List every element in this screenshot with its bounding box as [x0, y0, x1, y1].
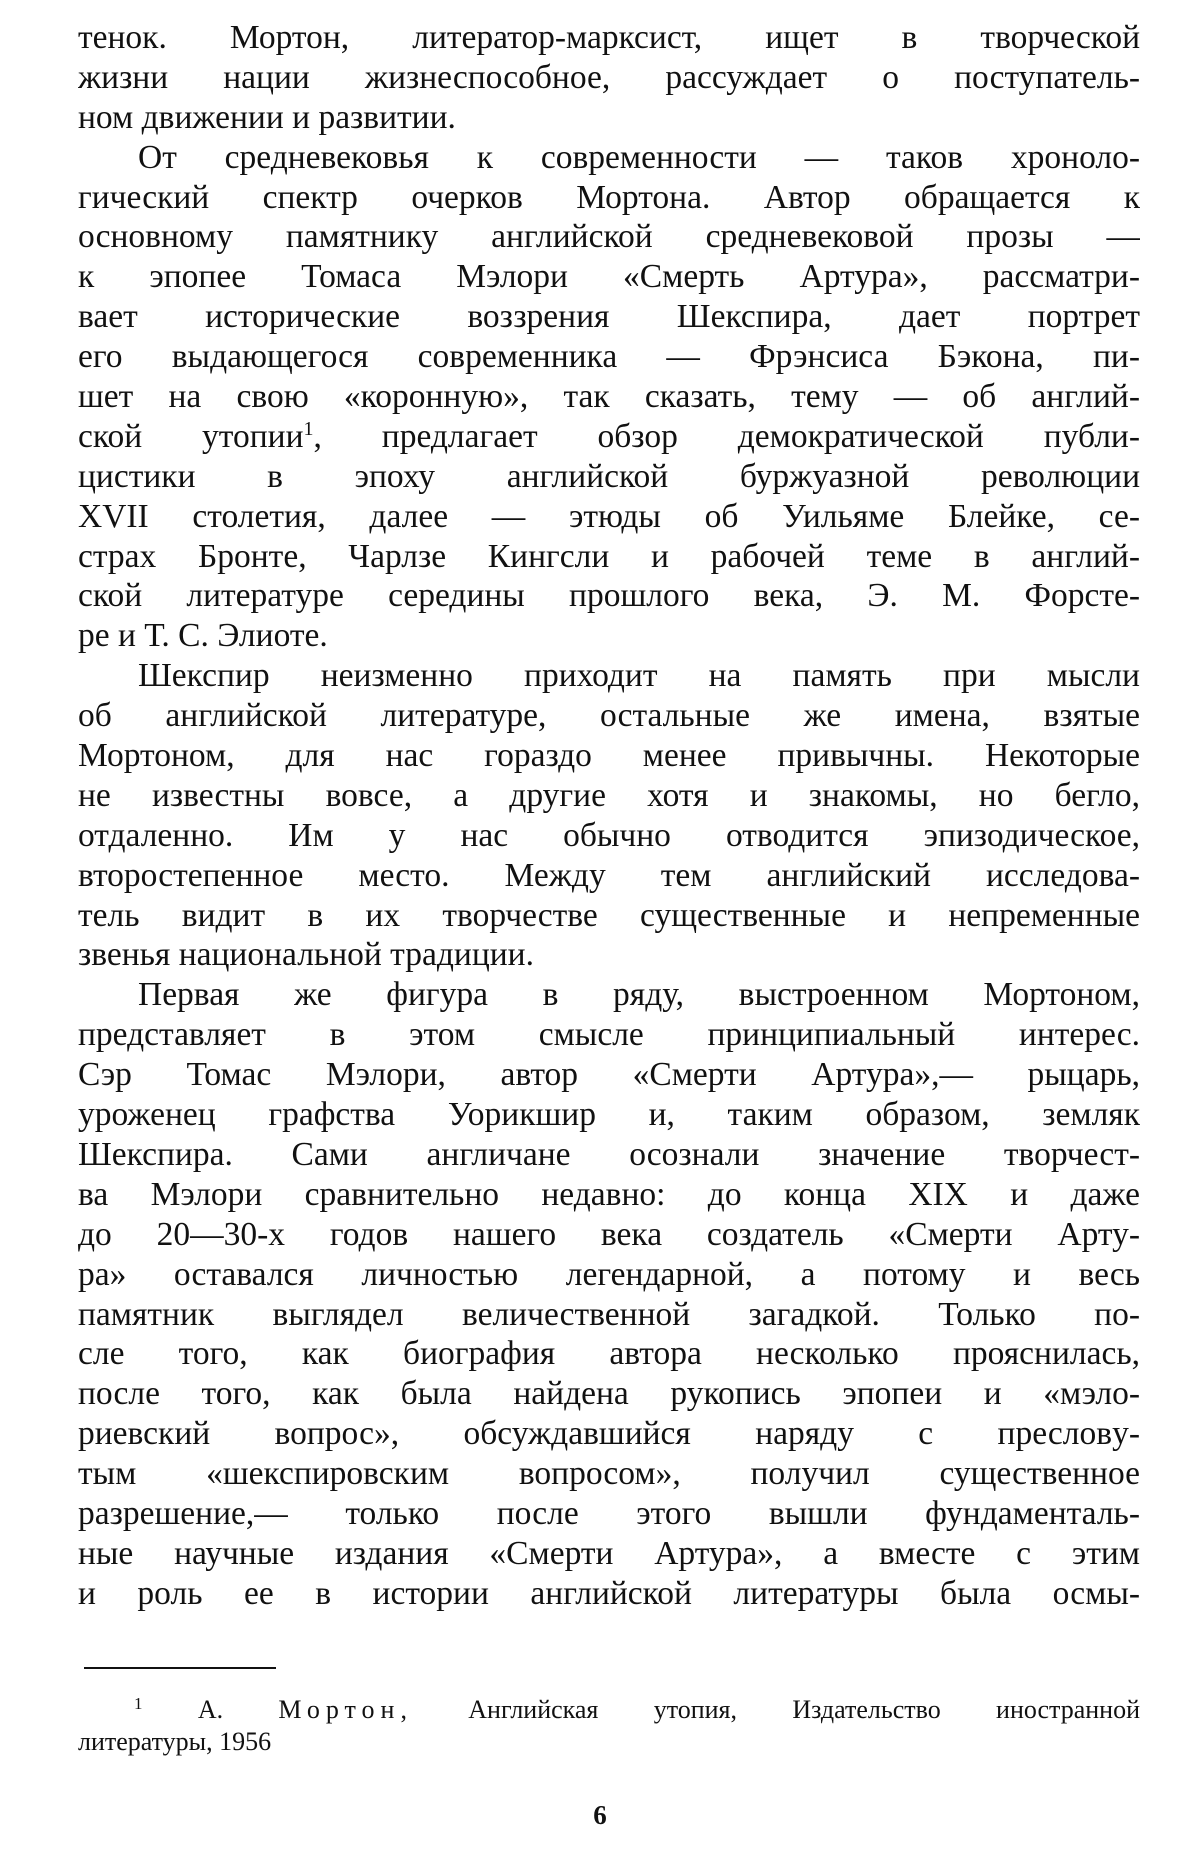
text-line: ном движении и развитии. [78, 98, 456, 136]
footnote-author-initial: А. [197, 1695, 224, 1724]
text-line: вает исторические воззрения Шекспира, дает портрет [78, 298, 1140, 336]
text-line: после того, как была найдена рукопись эпопеи и «мэло- [78, 1375, 1140, 1413]
text-line: основному памятнику английской средневековой прозы — [78, 218, 1140, 256]
text-line: XVII столетия, далее — этюды об Уильяме Блейке, се- [78, 497, 1140, 535]
text-line: тым «шекспировским вопросом», получил существенное [78, 1455, 1140, 1493]
text-line: ные научные издания «Смерти Артура», а вместе с этим [78, 1534, 1140, 1572]
body-text [78, 18, 1140, 1614]
footnote-author-surname: Мортон, [278, 1695, 413, 1724]
text-line: тель видит в их творчестве существенные и непременные [78, 896, 1140, 934]
text-line: отдаленно. Им у нас обычно отводится эпизодическое, [78, 816, 1140, 854]
text-line: памятник выглядел величественной загадкой. Только по- [78, 1295, 1140, 1333]
text-line: уроженец графства Уорикшир и, таким образом, земляк [78, 1096, 1140, 1134]
text-line: его выдающегося современника — Фрэнсиса Бэкона, пи- [78, 338, 1140, 376]
text-line: Мортоном, для нас гораздо менее привычны. Некоторые [78, 737, 1140, 775]
text-line: к эпопее Томаса Мэлори «Смерть Артура», рассматри- [78, 258, 1140, 296]
page-number: 6 [593, 1800, 607, 1830]
footnote-line-2: литературы, 1956 [78, 1727, 272, 1756]
text-line: второстепенное место. Между тем английский исследова- [78, 856, 1140, 894]
text-line: и роль ее в истории английской литературы была осмы- [78, 1574, 1140, 1612]
text-line: риевский вопрос», обсуждавшийся наряду с пресловy- [78, 1415, 1140, 1453]
text-line: От средневековья к современности — таков хроноло- [138, 138, 1140, 176]
text-line: представляет в этом смысле принципиальный интерес. [78, 1016, 1140, 1054]
text-line: разрешение,— только после этого вышли фундаменталь- [78, 1494, 1140, 1532]
text-line: ской литературе середины прошлого века, Э. М. Форсте- [78, 577, 1140, 615]
text-line: до 20—30-х годов нашего века создатель «Смерти Арту- [78, 1215, 1140, 1253]
text-line: тенок. Мортон, литератор-марксист, ищет в творческой [78, 19, 1140, 56]
text-line: ра» оставался личностью легендарной, а потому и весь [78, 1255, 1140, 1293]
text-line: Шекспира. Сами англичане осознали значение творчест- [78, 1135, 1140, 1173]
text-line: звенья национальной традиции. [78, 936, 534, 974]
footnote [78, 1694, 1140, 1758]
text-line: Сэр Томас Мэлори, автор «Смерти Артура»,— рыцарь, [78, 1056, 1140, 1094]
footnote-reference: 1 [303, 417, 314, 440]
text-line: ре и Т. С. Элиоте. [78, 617, 328, 655]
text-line: страх Бронте, Чарлзе Кингсли и рабочей теме в англий- [78, 537, 1140, 575]
text-line: Первая же фигура в ряду, выстроенном Мортоном, [138, 976, 1140, 1014]
footnote-divider [84, 1667, 276, 1669]
text-line: об английской литературе, остальные же имена, взятые [78, 697, 1140, 735]
text-line: ва Мэлори сравнительно недавно: до конца XIX и даже [78, 1175, 1140, 1213]
text-line: Шекспир неизменно приходит на память при мысли [138, 657, 1140, 695]
text-line: не известны вовсе, а другие хотя и знакомы, но бегло, [78, 776, 1140, 814]
footnote-source: Английская утопия, Издательство иностранной [468, 1695, 1140, 1724]
text-line: гический спектр очерков Мортона. Автор обращается к [78, 178, 1140, 216]
footnote-line-1 [78, 1694, 1140, 1726]
text-line: цистики в эпоху английской буржуазной революции [78, 457, 1140, 495]
footnote-marker: 1 [134, 1694, 143, 1713]
text-line: шет на свою «коронную», так сказать, тему — об англий- [78, 378, 1140, 416]
text-line: жизни нации жизнеспособное, рассуждает о поступатель- [78, 58, 1140, 96]
text-line-with-footnote-ref: ской утопии$^1$, предлагает обзор демократической публи- [78, 417, 1140, 455]
text-line: сле того, как биография автора несколько прояснилась, [78, 1335, 1140, 1373]
